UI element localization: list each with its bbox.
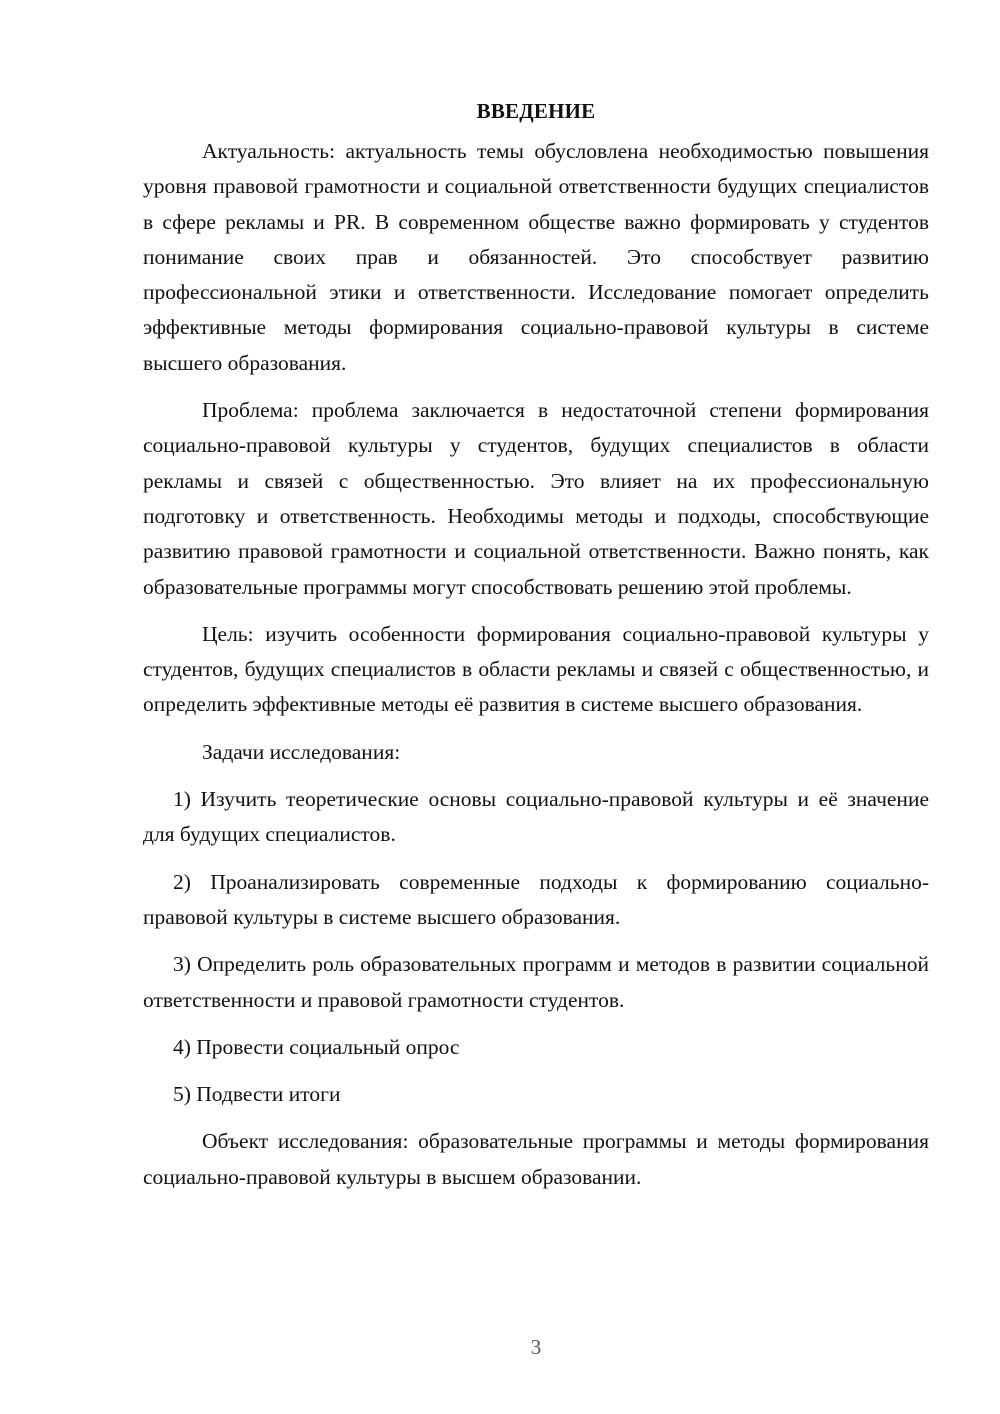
object-paragraph: Объект исследования: образовательные программы и методы формирования социально-правовой культуры в высшем образовании.	[143, 1129, 929, 1189]
task-item-1: 1) Изучить теоретические основы социально-правовой культуры и её значение для будущих специалистов.	[143, 787, 929, 847]
page-number: 3	[530, 1335, 542, 1359]
task-item-2: 2) Проанализировать современные подходы к формированию социально-правовой культуры в системе высшего образования.	[143, 869, 929, 929]
relevance-paragraph: Актуальность: актуальность темы обусловлена необходимостью повышения уровня правовой грамотности и социальной ответственности будущих специалистов в сфере рекламы и PR. В современном обществе важно формировать у студентов понимание своих прав и обязанностей. Это способствует развитию профессиональной этики и ответственности. Исследование помогает определить эффективные методы формирования социально-правовой культуры в системе высшего образования.	[143, 139, 929, 375]
section-title: ВВЕДЕНИЕ	[476, 99, 596, 123]
task-item-5: 5) Подвести итоги	[173, 1082, 341, 1107]
tasks-heading: Задачи исследования:	[202, 739, 401, 764]
document-page	[143, 95, 929, 1207]
problem-paragraph: Проблема: проблема заключается в недостаточной степени формирования социально-правовой культуры у студентов, будущих специалистов в области рекламы и связей с общественностью. Это влияет на их профессиональную подготовку и ответственность. Необходимы методы и подходы, способствующие развитию правовой грамотности и социальной ответственности. Важно понять, как образовательные программы могут способствовать решению этой проблемы.	[143, 398, 929, 599]
goal-paragraph: Цель: изучить особенности формирования социально-правовой культуры у студентов, будущих специалистов в области рекламы и связей с общественностью, и определить эффективные методы её развития в системе высшего образования.	[143, 621, 929, 717]
task-item-3: 3) Определить роль образовательных программ и методов в развитии социальной ответственности и правовой грамотности студентов.	[143, 952, 929, 1012]
task-item-4: 4) Провести социальный опрос	[173, 1034, 460, 1059]
